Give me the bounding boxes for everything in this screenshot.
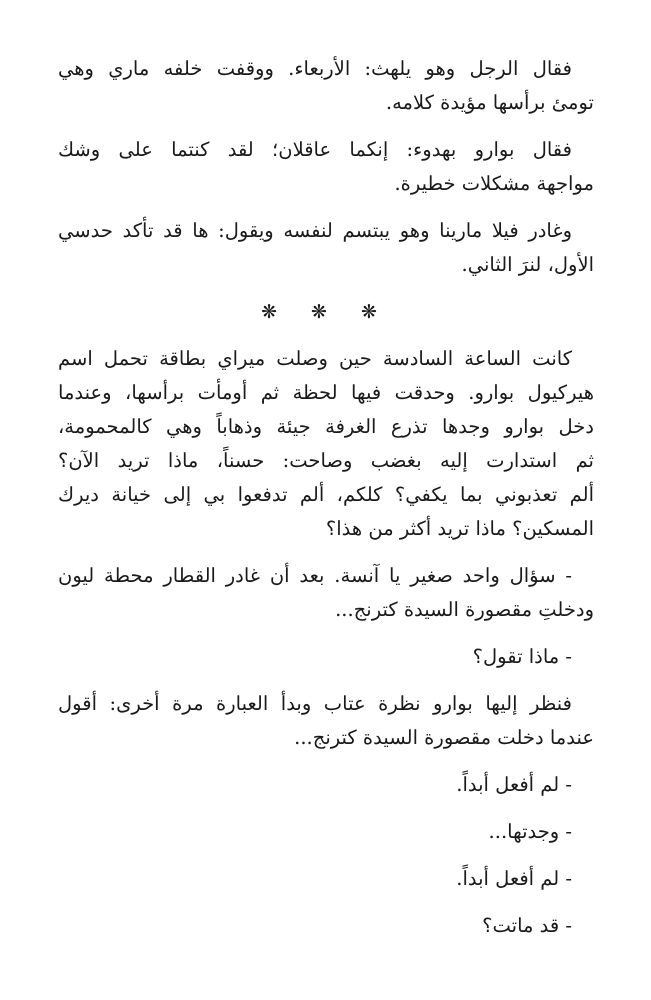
paragraph-2 [58, 133, 594, 201]
dialogue-line-3: - وجدتها... [488, 820, 572, 843]
paragraph-6-line-2: عندما دخلت مقصورة السيدة كترنج... [294, 726, 594, 749]
paragraph-4 [58, 342, 594, 546]
paragraph-3 [58, 214, 594, 282]
paragraph-5 [58, 559, 594, 627]
paragraph-2-line-2: مواجهة مشكلات خطيرة. [394, 172, 594, 195]
paragraph-6-line-1: فنظر إليها بوارو نظرة عتاب وبدأ العبارة مرة أخرى: أقول [58, 692, 572, 715]
paragraph-1-line-2: تومئ برأسها مؤيدة كلامه. [385, 91, 594, 114]
paragraph-4-line-3: دخل بوارو وجدها تذرع الغرفة جيئة وذهاباً وهي كالمحمومة، [58, 415, 594, 438]
paragraph-6 [58, 687, 594, 755]
paragraph-4-line-1: كانت الساعة السادسة حين وصلت ميراي بطاقة تحمل اسم [58, 347, 572, 370]
paragraph-4-line-5: ألم تعذبوني بما يكفي؟ كلكم، ألم تدفعوا بي إلى خيانة ديرك [58, 483, 594, 506]
dialogue-line-5: - قد ماتت؟ [482, 914, 572, 937]
paragraph-4-line-6: المسكين؟ ماذا تريد أكثر من هذا؟ [325, 517, 594, 540]
paragraph-4-line-2: هيركيول بوارو. وحدقت فيها لحظة ثم أومأت برأسها، وعندما [58, 381, 594, 404]
book-page [58, 52, 594, 956]
dialogue-line-4: - لم أفعل أبداً. [456, 867, 572, 890]
paragraph-4-line-4: ثم استدارت إليه بغضب وصاحت: حسناً، ماذا تريد الآن؟ [58, 449, 594, 472]
paragraph-2-line-1: فقال بوارو بهدوء: إنكما عاقلان؛ لقد كنتما على وشك [58, 138, 572, 161]
paragraph-1-line-1: فقال الرجل وهو يلهث: الأربعاء. ووقفت خلفه ماري وهي [58, 57, 572, 80]
paragraph-5-line-2: ودخلتِ مقصورة السيدة كترنج... [335, 598, 594, 621]
dialogue-line-1: - ماذا تقول؟ [472, 645, 572, 668]
section-separator: ❋ ❋ ❋ [261, 301, 391, 323]
dialogue-line-2: - لم أفعل أبداً. [456, 773, 572, 796]
paragraph-5-line-1: - سؤال واحد صغير يا آنسة. بعد أن غادر القطار محطة ليون [58, 564, 572, 587]
paragraph-1 [58, 52, 594, 120]
paragraph-3-line-2: الأول، لنرَ الثاني. [461, 253, 594, 276]
paragraph-3-line-1: وغادر فيلا مارينا وهو يبتسم لنفسه ويقول: ها قد تأكد حدسي [58, 219, 572, 242]
